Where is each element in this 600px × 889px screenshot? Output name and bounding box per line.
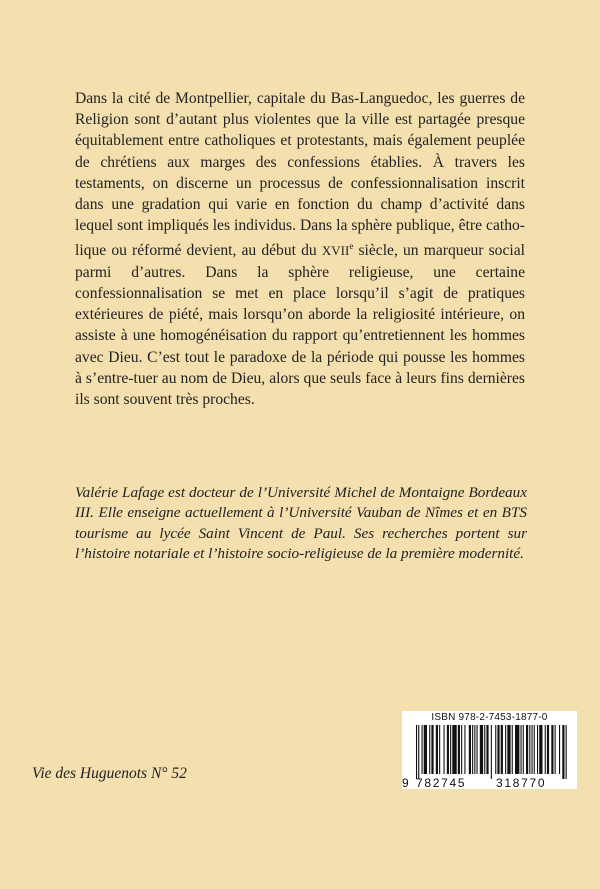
barcode-bar <box>495 725 496 774</box>
barcode-bar <box>505 725 506 774</box>
barcode-bar <box>472 725 473 774</box>
barcode-bar <box>534 725 535 774</box>
barcode-bar <box>491 725 492 779</box>
barcode-bar <box>416 725 417 779</box>
barcode-bar <box>469 725 471 774</box>
barcode-bar <box>422 725 423 774</box>
barcode-bar <box>461 725 462 774</box>
barcode-bar <box>529 725 530 774</box>
barcode-bars <box>408 725 570 779</box>
abstract-part-2: siècle, un marqueur social parmi d’autres. Dans la sphère religieuse, une certaine confessionnalisation se met en place lorsqu’il s’agit de pratiques extérieures de piété, mais lorsqu’on aborde la religiosité intérieure, on assiste à une homogénéisation du rapport qu’entretiennent les hommes avec Dieu. C’est tout le paradoxe de la période qui pousse les hommes à s’entre-tuer au nom de Dieu, alors que seuls face à leurs fins dernières ils sont souvent très proches. <box>75 242 525 409</box>
barcode-bar <box>515 725 519 774</box>
barcode-bar <box>447 725 449 774</box>
barcode-bar <box>484 725 485 774</box>
isbn-barcode <box>402 711 577 789</box>
isbn-number: ISBN 978-2-7453-1877-0 <box>431 712 548 723</box>
barcode-bar <box>537 725 538 774</box>
barcode-bar <box>507 725 510 774</box>
barcode-bar <box>547 725 549 774</box>
barcode-bar <box>512 725 513 774</box>
author-bio <box>75 483 527 564</box>
barcode-bar <box>431 725 433 774</box>
abstract-text <box>75 88 525 410</box>
barcode-bar <box>539 725 542 774</box>
barcode-bar <box>521 725 522 774</box>
barcode-bar <box>424 725 427 774</box>
barcode-bar <box>477 725 478 774</box>
barcode-bar <box>450 725 451 774</box>
barcode-digits-left: 782745 <box>416 776 467 790</box>
barcode-bar <box>439 725 440 774</box>
author-bio-text: Valérie Lafage est docteur de l’Université Michel de Montaigne Bordeaux III. Elle enseigne actuellement à l’Université Vauban de Nîmes et en BTS tourisme au lycée Saint Vincent de Paul. Ses recherches portent sur l’histoire notariale et l’histoire socio-religieuse de la première modernité. <box>75 484 527 562</box>
series-label: Vie des Huguenots N° 52 <box>32 765 187 782</box>
barcode-bar <box>480 725 483 774</box>
barcode-bar <box>566 725 567 779</box>
barcode-bar <box>474 725 475 774</box>
barcode-bar <box>436 725 438 774</box>
century-superscript: e <box>349 241 354 252</box>
barcode-bar <box>444 725 445 774</box>
barcode-bar <box>497 725 499 774</box>
barcode-bar <box>523 725 524 774</box>
barcode-bar <box>429 725 430 774</box>
barcode-bar <box>562 725 564 779</box>
barcode-bar <box>452 725 456 774</box>
barcode-bar <box>464 725 465 774</box>
barcode-bar <box>532 725 533 774</box>
barcode-bar <box>545 725 546 774</box>
abstract-part-1: Dans la cité de Montpellier, capitale du Bas-Languedoc, les guerres de Religion sont d’autant plus violentes que la ville est partagée presque équitablement entre catholiques et protestants, mais également peuplée de chrétiens aux marges des confessions établies. À travers les testaments, on discerne un processus de confessionnalisation inscrit dans une gradation qui varie en fonction du champ d’activité dans lequel sont impliqués les individus. Dans la sphère publique, être catholique ou réformé devient, au début du <box>75 90 525 260</box>
barcode-bar <box>526 725 528 774</box>
barcode-bar <box>501 725 503 774</box>
barcode-bar <box>559 725 560 774</box>
barcode-bar <box>555 725 556 774</box>
barcode-digit-first: 9 <box>402 776 409 790</box>
century-numeral: XVII <box>321 243 350 259</box>
barcode-bar <box>418 725 419 779</box>
barcode-digits-right: 318770 <box>496 776 547 790</box>
barcode-bar <box>458 725 460 774</box>
abstract-paragraph <box>75 88 525 410</box>
barcode-bar <box>551 725 553 774</box>
barcode-bar <box>486 725 488 774</box>
